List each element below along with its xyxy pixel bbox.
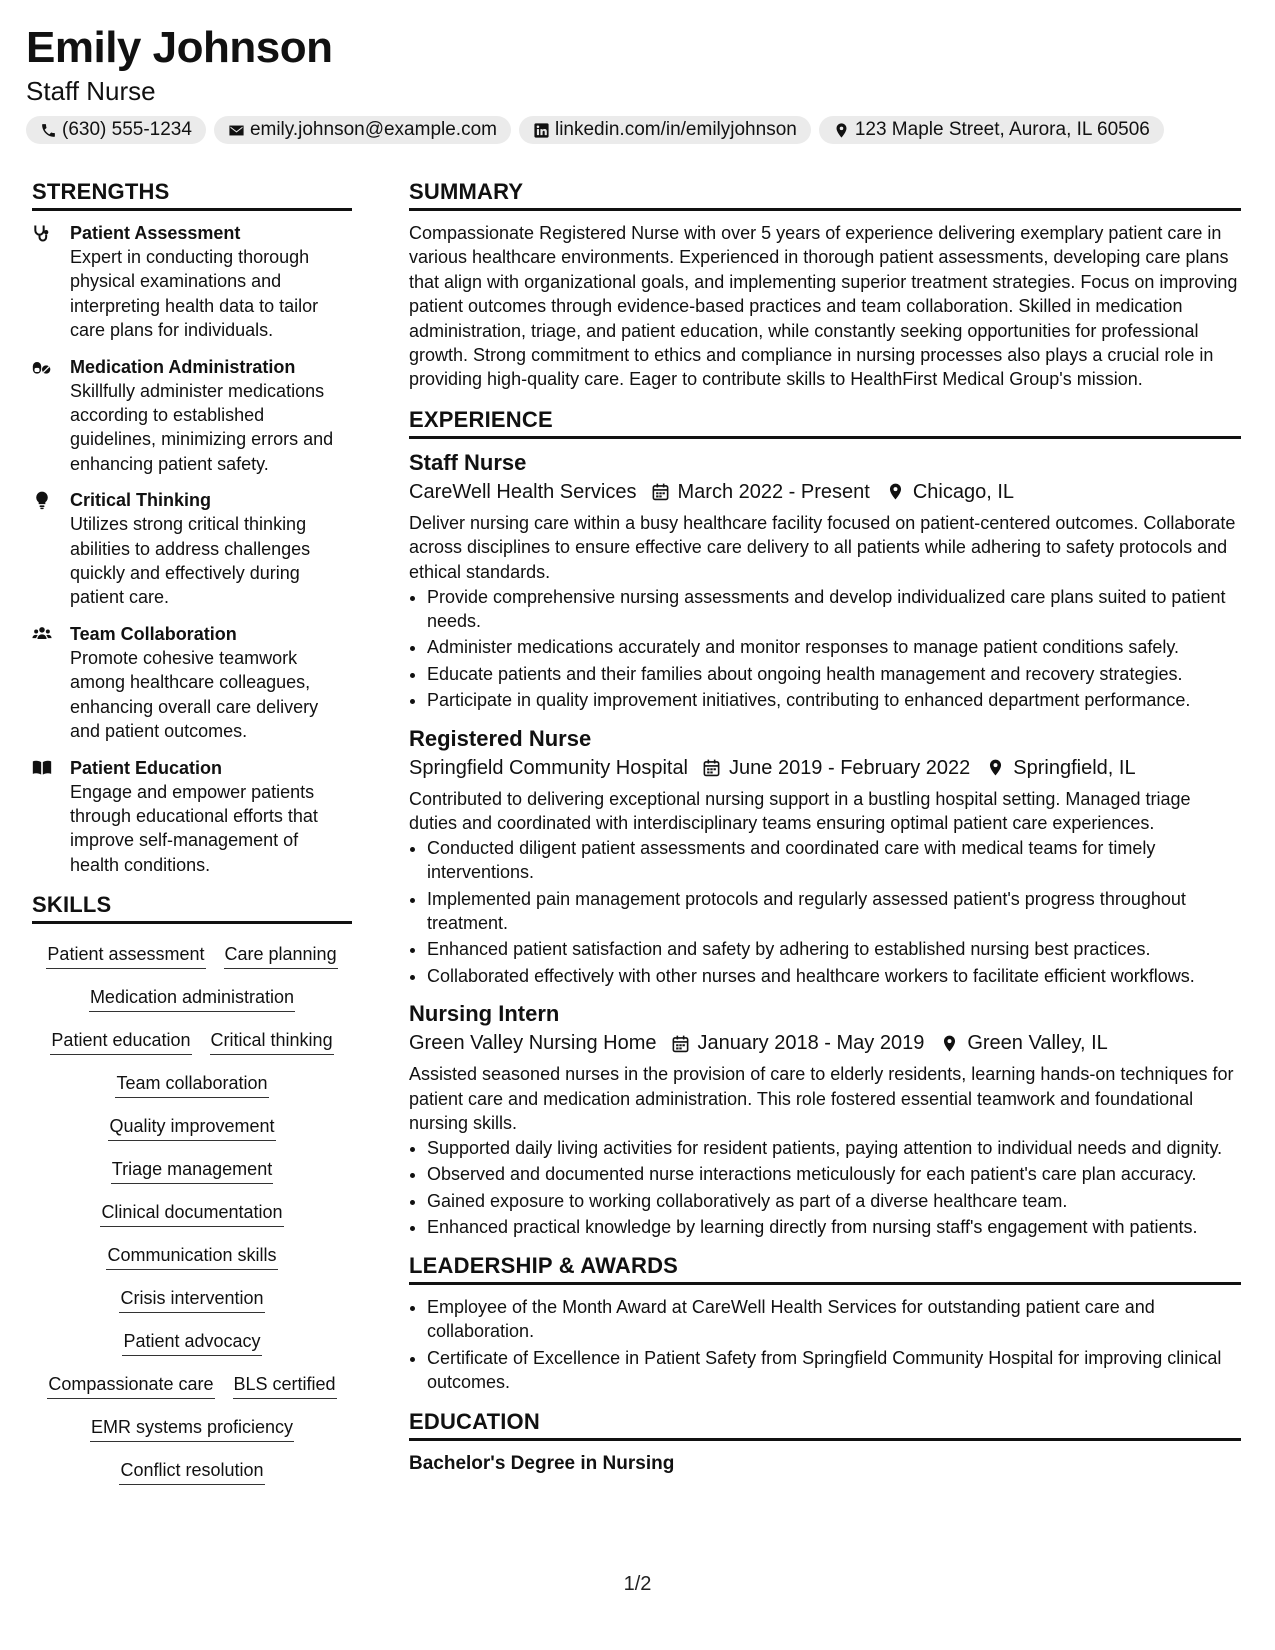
strength-desc: Skillfully administer medications according to established guidelines, minimizing errors and enhancing patient safety. [70, 380, 334, 474]
job-company: Springfield Community Hospital [409, 756, 689, 779]
job-entry [409, 449, 1241, 713]
contact-bar [26, 116, 1246, 144]
bullet-item: • Administer medications accurately and monitor responses to manage patient conditions safely. [427, 635, 1241, 659]
skill-tag: Quality improvement [108, 1114, 275, 1141]
skill-tag: Clinical documentation [100, 1200, 283, 1227]
job-location: Green Valley, IL [967, 1032, 1108, 1055]
stethoscope-icon [32, 223, 52, 243]
strength-title: Critical Thinking [70, 490, 212, 511]
email-text: emily.johnson@example.com [249, 119, 497, 140]
email-contact[interactable] [214, 116, 511, 144]
skill-tag: Patient advocacy [122, 1329, 261, 1356]
job-description: Contributed to delivering exceptional nursing support in a bustling hospital setting. Managed triage duties and coordinated with interdisciplinary teams ensuring optimal patient care experiences. [409, 788, 1191, 834]
degree-title: Bachelor's Degree in Nursing [409, 1453, 675, 1475]
education-heading: EDUCATION [409, 1408, 1241, 1441]
bullet-item: • Enhanced practical knowledge by learning directly from nursing staff's engagement with patients. [427, 1215, 1241, 1239]
leadership-heading: LEADERSHIP & AWARDS [409, 1252, 1241, 1285]
right-column [409, 178, 1241, 1477]
job-title: Staff Nurse [409, 449, 527, 475]
address-contact [819, 116, 1164, 144]
job-company: CareWell Health Services [409, 480, 637, 503]
strength-title: Team Collaboration [70, 623, 237, 644]
job-meta [409, 1028, 1241, 1058]
bullet-item: • Collaborated effectively with other nurses and healthcare workers to facilitate efficient workflows. [427, 964, 1241, 988]
job-dates: January 2018 - May 2019 [697, 1032, 925, 1055]
bullet-item: • Educate patients and their families about ongoing health management and recovery strategies. [427, 662, 1241, 686]
job-bullets [409, 585, 1241, 713]
resume-header [26, 22, 1246, 144]
job-location: Chicago, IL [912, 480, 1014, 503]
skill-tag: Communication skills [106, 1243, 277, 1270]
strength-title: Patient Education [70, 757, 223, 778]
bullet-item: • Supported daily living activities for resident patients, paying attention to individual needs and dignity. [427, 1136, 1241, 1160]
bullet-item: • Participate in quality improvement initiatives, contributing to enhanced department performance. [427, 688, 1241, 712]
calendar-icon [702, 758, 721, 777]
skills-list [32, 938, 352, 1501]
job-entry [409, 725, 1241, 989]
bullet-item: • Enhanced patient satisfaction and safety by adhering to established nursing best practices. [427, 937, 1241, 961]
experience-heading: EXPERIENCE [409, 406, 1241, 439]
strength-item [32, 221, 352, 343]
job-bullets [409, 836, 1241, 988]
envelope-icon [228, 122, 245, 139]
job-location: Springfield, IL [1013, 756, 1136, 779]
award-item: • Certificate of Excellence in Patient Safety from Springfield Community Hospital for improving clinical outcomes. [427, 1346, 1241, 1395]
skill-tag: Conflict resolution [119, 1458, 264, 1485]
bullet-item: • Observed and documented nurse interactions meticulously for each patient's care plan accuracy. [427, 1162, 1241, 1186]
strength-title: Medication Administration [70, 356, 296, 377]
bullet-item: • Gained exposure to working collaboratively as part of a diverse healthcare team. [427, 1189, 1241, 1213]
map-pin-icon [833, 122, 850, 139]
skill-tag: EMR systems proficiency [90, 1415, 294, 1442]
calendar-icon [671, 1034, 690, 1053]
calendar-icon [651, 482, 670, 501]
job-title: Nursing Intern [409, 1001, 560, 1027]
phone-text: (630) 555-1234 [62, 119, 192, 140]
phone-icon [40, 122, 57, 139]
job-description: Deliver nursing care within a busy healthcare facility focused on patient-centered outcomes. Collaborate across disciplines to ensure effective care delivery to all patients while adhering to safety protocols and ethical standards. [409, 512, 1236, 583]
candidate-title: Staff Nurse [26, 76, 156, 106]
summary-heading: SUMMARY [409, 178, 1241, 211]
strength-item [32, 622, 352, 744]
job-bullets [409, 1136, 1241, 1240]
strength-title: Patient Assessment [70, 223, 241, 243]
strength-desc: Utilizes strong critical thinking abilities to address challenges quickly and effectively during patient care. [70, 514, 311, 608]
left-column [32, 178, 352, 1501]
skill-tag: Triage management [111, 1157, 273, 1184]
address-text: 123 Maple Street, Aurora, IL 60506 [854, 119, 1150, 140]
skill-tag: Medication administration [89, 985, 295, 1012]
strengths-heading: STRENGTHS [32, 178, 352, 211]
strength-desc: Promote cohesive teamwork among healthcare colleagues, enhancing overall care delivery and patient outcomes. [70, 647, 319, 742]
map-pin-icon [940, 1034, 959, 1053]
skill-tag: Care planning [224, 942, 338, 969]
skill-tag: Team collaboration [115, 1071, 268, 1098]
pills-icon [32, 357, 52, 377]
job-meta [409, 753, 1241, 783]
skill-tag: Critical thinking [210, 1028, 334, 1055]
skills-heading: SKILLS [32, 891, 352, 924]
strength-item [32, 488, 352, 610]
page-number: 1/2 [623, 1573, 652, 1595]
linkedin-text: linkedin.com/in/emilyjohnson [554, 119, 797, 140]
skill-tag: Patient assessment [46, 942, 205, 969]
linkedin-icon [533, 122, 550, 139]
map-pin-icon [986, 758, 1005, 777]
strength-item [32, 355, 352, 477]
strength-item [32, 756, 352, 878]
linkedin-contact[interactable] [519, 116, 811, 144]
map-pin-icon [886, 482, 905, 501]
job-company: Green Valley Nursing Home [409, 1032, 657, 1055]
summary-text: Compassionate Registered Nurse with over 5 years of experience delivering exemplary patient care in various healthcare environments. Experienced in thorough patient assessments, developing care plans that align with organizational goals, and implementing superior treatment strategies. Focus on improving patient outcomes through evidence-based practices and team collaboration. Skilled in medication administration, triage, and patient education, while constantly seeking opportunities for professional growth. Strong commitment to ethics and compliance in nursing processes also plays a crucial role in providing high-quality care. Eager to contribute skills to HealthFirst Medical Group's mission. [409, 223, 1238, 390]
bullet-item: • Implemented pain management protocols and regularly assessed patient's progress throughout treatment. [427, 887, 1241, 936]
skill-tag: Patient education [50, 1028, 191, 1055]
strength-desc: Expert in conducting thorough physical examinations and interpreting health data to tailor care plans for individuals. [70, 247, 319, 341]
users-icon [32, 624, 52, 644]
skill-tag: Compassionate care [47, 1372, 214, 1399]
skill-tag: Crisis intervention [119, 1286, 264, 1313]
phone-contact [26, 116, 206, 144]
lightbulb-icon [32, 490, 52, 510]
awards-list [409, 1295, 1241, 1395]
strength-desc: Engage and empower patients through educational efforts that improve self-management of health conditions. [70, 781, 318, 875]
job-meta [409, 477, 1241, 507]
job-description: Assisted seasoned nurses in the provision of care to elderly residents, learning hands-on techniques for patient care and medication administration. This role fostered essential teamwork and foundational nursing skills. [409, 1064, 1234, 1134]
bullet-item: • Conducted diligent patient assessments and coordinated care with medical teams for timely interventions. [427, 836, 1241, 885]
job-entry [409, 1000, 1241, 1239]
skill-tag: BLS certified [233, 1372, 337, 1399]
bullet-item: • Provide comprehensive nursing assessments and develop individualized care plans suited to patient needs. [427, 585, 1241, 634]
job-dates: March 2022 - Present [677, 480, 870, 503]
award-item: • Employee of the Month Award at CareWell Health Services for outstanding patient care and collaboration. [427, 1295, 1241, 1344]
job-dates: June 2019 - February 2022 [729, 756, 971, 779]
candidate-name: Emily Johnson [26, 23, 333, 72]
book-icon [32, 758, 52, 778]
job-title: Registered Nurse [409, 725, 592, 751]
